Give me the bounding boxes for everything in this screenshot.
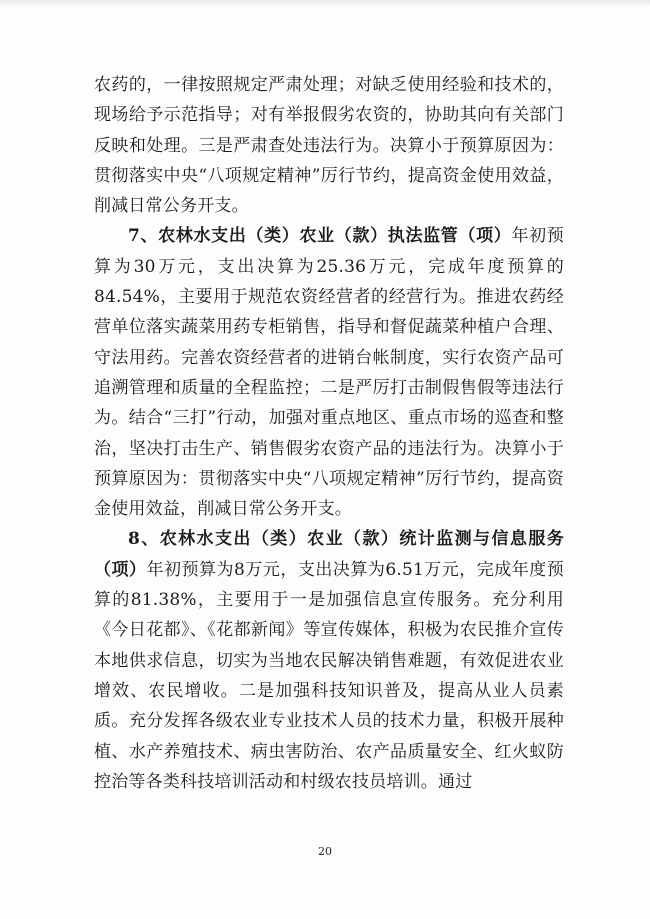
- page-number: 20: [318, 845, 332, 858]
- body-text: [94, 70, 564, 797]
- paragraph-continuation: [94, 70, 564, 221]
- paragraph-heading: 7、农林水支出（类）农业（款）执法监管（项）: [128, 226, 512, 247]
- paragraph-text: 年初预算为8万元，支出决算为6.51万元，完成年度预算的81.38%，主要用于一是加强信息宣传服务。充分利用《今日花都》、《花都新闻》等宣传媒体，积极为农民推介宣传本地供求信息，切实为当地农民解决销售难题，有效促进农业增效、农民增收。二是加强科技知识普及，提高从业人员素质。充分发挥各级农业专业技术人员的技术力量，积极开展种植、水产养殖技术、病虫害防治、农产品质量安全、红火蚁防控治等各类科技培训活动和村级农技员培训。通过: [94, 559, 564, 792]
- paragraph-text: 农药的，一律按照规定严肃处理；对缺乏使用经验和技术的，现场给予示范指导；对有举报假劣农资的，协助其向有关部门反映和处理。三是严肃查处违法行为。决算小于预算原因为：贯彻落实中央“八项规定精神”厉行节约，提高资金使用效益，削减日常公务开支。: [94, 75, 564, 217]
- paragraph-text: 年初预算为30万元，支出决算为25.36万元，完成年度预算的84.54%，主要用于规范农资经营者的经营行为。推进农药经营单位落实蔬菜用药专柜销售，指导和督促蔬菜种植户合理、守法用药。完善农资经营者的进销台帐制度，实行农资产品可追溯管理和质量的全程监控；二是严厉打击制假售假等违法行为。结合“三打”行动，加强对重点地区、重点市场的巡查和整治，坚决打击生产、销售假劣农资产品的违法行为。决算小于预算原因为：贯彻落实中央“八项规定精神”厉行节约，提高资金使用效益，削减日常公务开支。: [94, 226, 564, 520]
- scan-edge: [0, 0, 650, 6]
- paragraph-item-8: [94, 524, 564, 797]
- paragraph-item-7: [94, 221, 564, 524]
- paragraph-heading: 8、农林水支出（类）农业（款）统计监测与信息服务（项）: [94, 529, 564, 580]
